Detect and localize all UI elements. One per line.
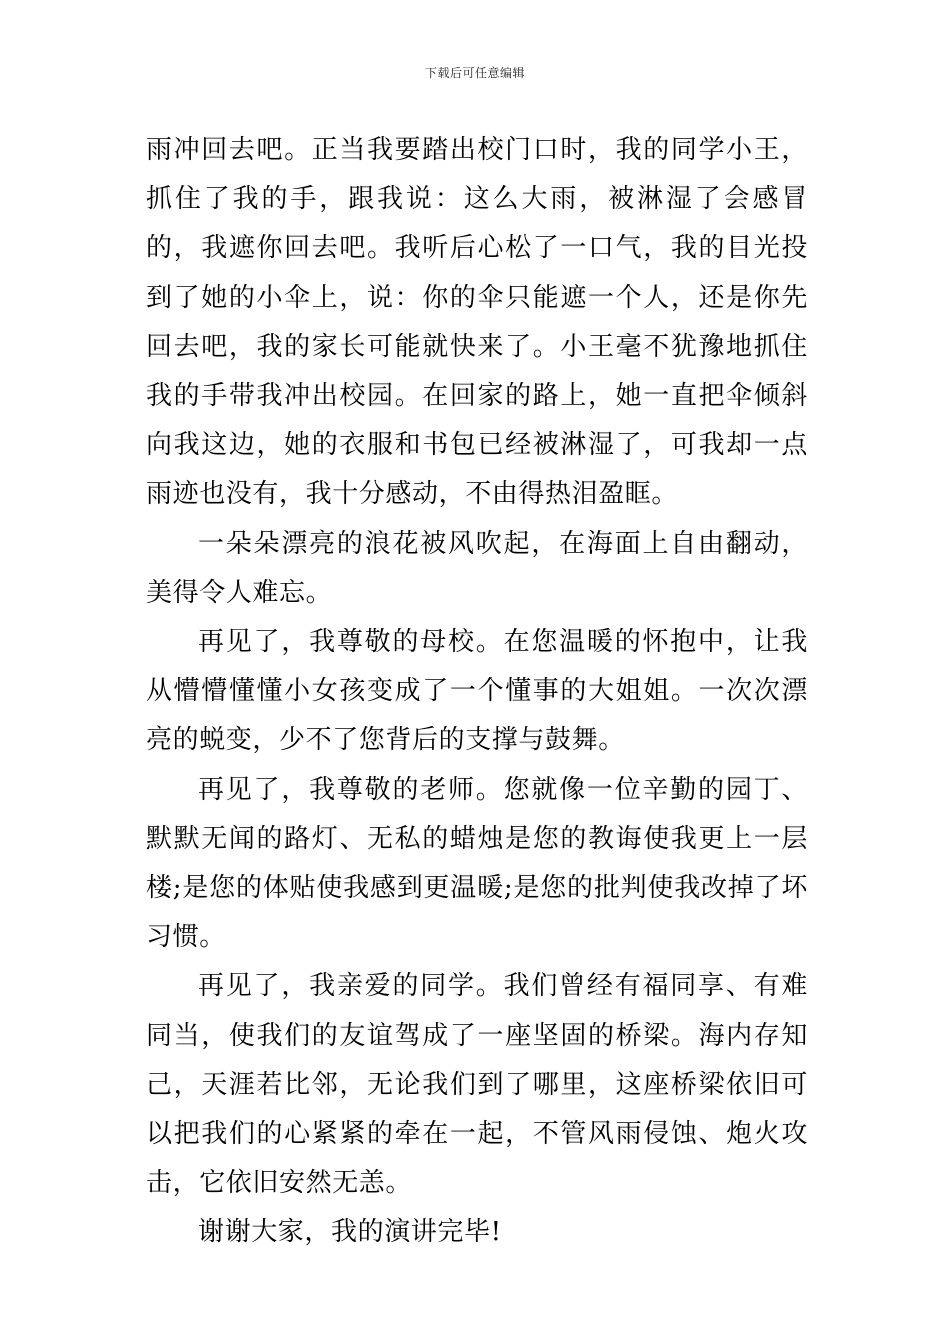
paragraph: 雨冲回去吧。正当我要踏出校门口时，我的同学小王，抓住了我的手，跟我说：这么大雨，被淋湿了会感冒的，我遮你回去吧。我听后心松了一口气，我的目光投到了她的小伞上，说：你的伞只能遮一个人，还是你先回去吧，我的家长可能就快来了。小王毫不犹豫地抓住我的手带我冲出校园。在回家的路上，她一直把伞倾斜向我这边，她的衣服和书包已经被淋湿了，可我却一点雨迹也没有，我十分感动，不由得热泪盈眶。: [146, 135, 808, 510]
paragraph: 再见了，我尊敬的母校。在您温暖的怀抱中，让我从懵懵懂懂小女孩变成了一个懂事的大姐姐。一次次漂亮的蜕变，少不了您背后的支撑与鼓舞。: [146, 627, 808, 756]
paragraph: 一朵朵漂亮的浪花被风吹起，在海面上自由翻动，美得令人难忘。: [146, 528, 808, 608]
document-body: [146, 126, 808, 1258]
paragraph: 再见了，我亲爱的同学。我们曾经有福同享、有难同当，使我们的友谊驾成了一座坚固的桥梁。海内存知己，天涯若比邻，无论我们到了哪里，这座桥梁依旧可以把我们的心紧紧的牵在一起，不管风雨侵蚀、炮火攻击，它依旧安然无恙。: [146, 971, 808, 1199]
closing-line: 谢谢大家，我的演讲完毕!: [198, 1217, 502, 1248]
page-header: 下载后可任意编辑: [424, 66, 525, 80]
paragraph: 再见了，我尊敬的老师。您就像一位辛勤的园丁、默默无闻的路灯、无私的蜡烛是您的教诲使我更上一层楼;是您的体贴使我感到更温暖;是您的批判使我改掉了坏习惯。: [146, 774, 808, 953]
